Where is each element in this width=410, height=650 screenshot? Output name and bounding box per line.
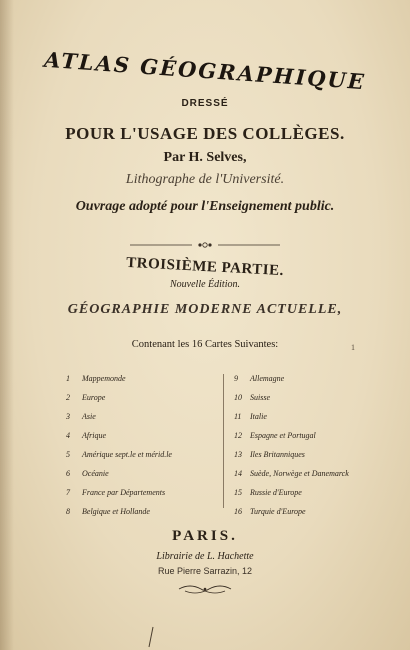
list-item: 3 Asie <box>66 412 96 421</box>
column-divider <box>223 374 224 508</box>
list-item: 1 Mappemonde <box>66 374 126 383</box>
city-line: PARIS. <box>172 528 238 544</box>
usage-line: POUR L'USAGE DES COLLÈGES. <box>65 124 345 143</box>
publisher-line: Librairie de L. Hachette <box>156 551 254 562</box>
list-item: 13 Iles Britanniques <box>234 450 305 459</box>
list-item: 7 France par Départements <box>66 488 166 497</box>
part-heading: TROISIÈME PARTIE. <box>125 254 285 280</box>
lithographer-line: Lithographe de l'Université. <box>125 172 285 187</box>
contents-intro: Contenant les 16 Cartes Suivantes: <box>131 339 279 350</box>
list-item: 14 Suède, Norwège et Danemarck <box>234 469 349 478</box>
list-item: 10 Suisse <box>234 393 270 402</box>
page-mark: 1 <box>351 343 355 352</box>
atlas-title: ATLAS GÉOGRAPHIQUE <box>43 46 367 95</box>
ornamental-divider <box>130 241 280 249</box>
author-line: Par H. Selves, <box>163 150 247 165</box>
ornament-flourish <box>175 582 235 596</box>
ouvrage-line: Ouvrage adopté pour l'Enseignement public. <box>75 199 335 214</box>
list-item: 15 Russie d'Europe <box>234 488 302 497</box>
edition-line: Nouvelle Édition. <box>170 279 240 290</box>
map-list-left <box>60 374 220 526</box>
list-item: 9 Allemagne <box>234 374 285 383</box>
list-item: 16 Turquie d'Europe <box>234 507 306 516</box>
pencil-mark <box>146 626 156 648</box>
list-item: 8 Belgique et Hollande <box>66 507 150 516</box>
map-list <box>60 374 380 514</box>
list-item: 4 Afrique <box>66 431 106 440</box>
list-item: 5 Amérique sept.le et mérid.le <box>66 450 172 459</box>
dresse-label: DRESSÉ <box>181 98 229 109</box>
list-item: 11 Italie <box>234 412 267 421</box>
address-line: Rue Pierre Sarrazin, 12 <box>157 566 253 576</box>
map-list-right <box>228 374 388 526</box>
list-item: 12 Espagne et Portugal <box>234 431 316 440</box>
list-item: 2 Europe <box>66 393 106 402</box>
list-item: 6 Océanie <box>66 469 109 478</box>
subject-heading: GÉOGRAPHIE MODERNE ACTUELLE, <box>67 302 343 317</box>
